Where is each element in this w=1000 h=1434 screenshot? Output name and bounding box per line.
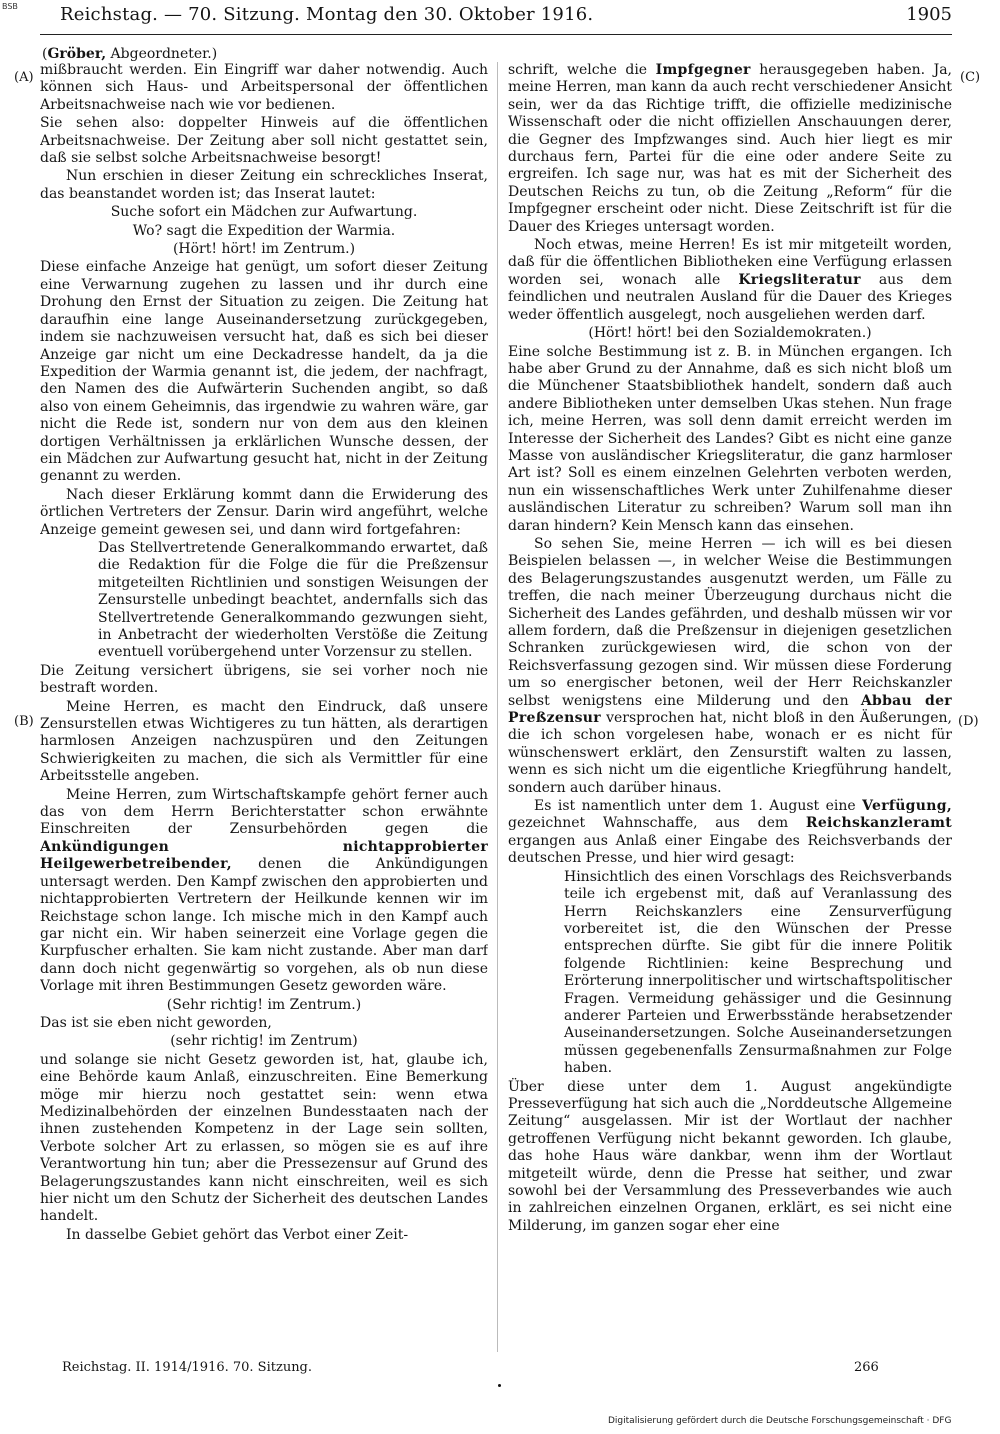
speaker-name: Gröber,: [47, 46, 107, 62]
left-column-paragraph: (Hört! hört! im Zentrum.): [172, 241, 356, 258]
left-column-paragraph: (Sehr richtig! im Zentrum.): [166, 996, 362, 1013]
left-column-paragraph: mißbraucht werden. Ein Eingriff war daher notwendig. Auch können sich Haus- und Arbeitspersonal der öffentlichen Arbeitsnachweise nach wie vor bedienen.: [40, 62, 488, 113]
left-column-paragraph: Die Zeitung versichert übrigens, sie sei vorher noch nie bestraft worden.: [40, 662, 488, 697]
emphasized-term: Verfügung,: [862, 798, 952, 815]
right-column-paragraph: Es ist namentlich unter dem 1. August eine Verfügung, gezeichnet Wahnschaffe, aus dem Reichskanzleramt ergangen aus Anlaß einer Eingabe des Reichsverbands der deutschen Presse, und hier wird gesagt:: [508, 798, 952, 867]
left-column-paragraph: Das ist sie eben nicht geworden,: [40, 1014, 272, 1031]
footer-source: Reichstag. II. 1914/1916. 70. Sitzung.: [62, 1360, 313, 1375]
footer-sheet-number: 266: [854, 1360, 879, 1375]
left-column-paragraph: In dasselbe Gebiet gehört das Verbot einer Zeit-: [66, 1226, 409, 1243]
page-header: [40, 4, 952, 36]
header-rule: [40, 34, 952, 35]
margin-marker-b: (B): [14, 714, 34, 729]
emphasized-term: Ankündigungen nichtapprobierter Heilgewerbetreibender,: [40, 838, 488, 873]
emphasized-term: Kriegsliteratur: [738, 271, 861, 288]
right-column-paragraph: So sehen Sie, meine Herren — ich will es bei diesen Beispielen belassen —, in welcher Weise die Bestimmungen des Belagerungszustandes ausgenutzt werden, um Fälle zu treffen, die nach meiner Überzeugung durchaus nicht die Sicherheit des Landes gefährden, und deshalb müssen wir vor allem fordern, daß die Preßzensur in diejenigen gesetzlichen Schranken zurückgewiesen wird, die schon von der Reichsverfassung gezogen sind. Wir müssen diese Forderung um so energischer betonen, weil der Herr Reichskanzler selbst wenigstens eine Milderung und den Abbau der Preßzensur versprochen hat, nicht bloß in den Äußerungen, die ich schon vorgelesen habe, wonach er es nicht für wünschenswert erklärt, den Zensurstift walten zu lassen, wenn es sich nicht um die eigentliche Kriegführung handelt, sondern auch darüber hinaus.: [508, 535, 952, 796]
right-column-paragraph: Noch etwas, meine Herren! Es ist mir mitgeteilt worden, daß für die öffentlichen Bibliotheken eine Verfügung erlassen worden sei, wonach alle Kriegsliteratur aus dem feindlichen und neutralen Ausland für die Dauer des Krieges weder öffentlich ausgelegt, noch ausgeliehen werden darf.: [508, 237, 952, 323]
right-column-paragraph: Eine solche Bestimmung ist z. B. in München ergangen. Ich habe aber Grund zu der Annahme, daß es sich nicht bloß um die Münchener Staatsbibliothek handelt, sondern daß auch andere Bibliotheken unter demselben Ukas stehen. Nun frage ich, meine Herren, was soll denn damit erreicht werden im Interesse der Sicherheit des Landes? Gibt es nicht eine ganze Masse von ausländischer Kriegsliteratur, die ganz harmloser Art ist? Soll es einem einzelnen Gelehrten verboten werden, nun ein wissenschaftliches Werk unter Zuhilfenahme dieser ausländischen Literatur zu schreiben? Warum soll man ihn daran hindern? Kein Mensch kann das einsehen.: [508, 343, 952, 534]
right-column-paragraph: Über diese unter dem 1. August angekündigte Presseverfügung hat sich auch die „Norddeutsche Allgemeine Zeitung“ ausgelassen. Mir ist der Wortlaut der nachher getroffenen Verfügung nicht bekannt geworden. Ich glaube, das hohe Haus wäre dankbar, wenn ihm der Wortlaut mitgeteilt würde, denn die Presse hat seither, und zwar sowohl bei der Versammlung des Presseverbandes wie auch in zahlreichen einzelnen Organen, erklärt, es sei nicht eine Milderung, im ganzen sogar eher eine: [508, 1078, 952, 1234]
left-column-paragraph: (sehr richtig! im Zentrum): [170, 1033, 358, 1050]
digitization-note: Digitalisierung gefördert durch die Deutsche Forschungsgemeinschaft · DFG: [608, 1416, 952, 1426]
right-column-paragraph: (Hört! hört! bei den Sozialdemokraten.): [588, 325, 872, 342]
margin-marker-a: (A): [14, 70, 34, 85]
left-column-paragraph: Meine Herren, zum Wirtschaftskampfe gehört ferner auch das von dem Herrn Berichterstatter schon erwähnte Einschreiten der Zensurbehörden gegen die Ankündigungen nichtapprobierter Heilgewerbetreibender, denen die Ankündigungen untersagt werden. Den Kampf zwischen den approbierten und nichtapprobierten Vertretern der Heilkunde kennen wir im Reichstage schon lange. Ich mische mich in den Kampf auch gar nicht ein. Wir haben seinerzeit eine Vorlage gegen die Kurpfuscher erhalten. Sie kam nicht zustande. Aber man darf dann doch nicht gegenwärtig so vorgehen, als ob nun diese Vorlage mit ihren Bestimmungen Gesetz geworden wäre.: [40, 786, 488, 995]
running-head: Reichstag. — 70. Sitzung. Montag den 30. Oktober 1916.: [60, 4, 594, 25]
speaker-role: Abgeordneter.): [110, 46, 218, 62]
right-column-paragraph: Hinsichtlich des einen Vorschlags des Reichsverbands teile ich ergebenst mit, daß auf Veranlassung des Herrn Reichskanzlers eine Zensurverfügung vorbereitet ist, die den Wünschen der Presse entsprechen dürfte. Sie gibt für die innere Politik folgende Richtlinien: keine Besprechung und Erörterung innerpolitischer und wirtschaftspolitischer Fragen. Vermeidung gehässiger und die Gesinnung anderer Parteien und Erwerbsstände herabsetzender Auseinandersetzungen. Solche Auseinandersetzungen müssen gegebenenfalls Zensurmaßnahmen zur Folge haben.: [564, 868, 952, 1077]
left-column-paragraph: Diese einfache Anzeige hat genügt, um sofort dieser Zeitung eine Verwarnung zugehen zu lassen und ihr durch eine Drohung den Ernst der Situation zu zeigen. Die Zeitung hat daraufhin eine lange Auseinandersetzung zurückgegeben, indem sie nachzuweisen versucht hat, daß es sich bei dieser Anzeige gar nicht um eine Deckadresse handelt, da ja die Expedition der Warmia genannt ist, die jedem, der nachfragt, den Namen des die Aufwärterin Suchenden angibt, so daß also von einem Geheimnis, das irgendwie zu wahren wäre, gar nicht die Rede ist, sondern nur von dem aus den kleinen dortigen Verhältnissen ja erklärlichen Wunsche dessen, der ein Mädchen zur Aufwartung gesucht hat, nicht in der Zeitung genannt zu werden.: [40, 259, 488, 485]
column-divider: [497, 62, 498, 1352]
left-column-paragraph: Wo? sagt die Expedition der Warmia.: [132, 222, 396, 239]
left-column-paragraph: Nach dieser Erklärung kommt dann die Erwiderung des örtlichen Vertreters der Zensur. Darin wird angeführt, welche Anzeige gemeint gewesen sei, und dann wird fortgefahren:: [40, 486, 488, 538]
right-text-column: [508, 62, 952, 1354]
left-column-paragraph: und solange sie nicht Gesetz geworden ist, hat, glaube ich, eine Behörde kaum Anlaß, einzuschreiten. Eine Bemerkung möge mir hierzu noch gestattet sein: wenn etwa Medizinalbehörden der einzelnen Bundesstaaten nach der ihnen zustehenden Kompetenz in der Lage sein sollten, Verbote solcher Art zu erlassen, so mögen sie es auf ihre Verantwortung hin tun; aber die Pressezensur auf Grund des Belagerungszustandes kann nicht einschreiten, weil es sich hier nicht um den Schutz der Sicherheit des deutschen Landes handelt.: [40, 1051, 488, 1225]
left-column-paragraph: Nun erschien in dieser Zeitung ein schreckliches Inserat, das beanstandet worden ist; das Inserat lautet:: [40, 168, 488, 202]
library-corner-label: BSB: [2, 2, 18, 11]
left-column-paragraph: Sie sehen also: doppelter Hinweis auf die öffentlichen Arbeitsnachweise. Der Zeitung aber soll nicht gestattet sein, daß sie selbst solche Arbeitsnachweise besorgt!: [40, 115, 488, 167]
right-column-paragraph: schrift, welche die Impfgegner herausgegeben haben. Ja, meine Herren, man kann da auch recht verschiedener Ansicht sein, wer da das Richtige trifft, die offizielle medizinische Wissenschaft oder die nicht offiziellen Anschauungen derer, die Gegner des Impfzwanges sind. Auch hier liegt es mir durchaus fern, Partei für die eine oder andere Seite zu ergreifen. Ich sage nur, was hat es mit der Sicherheit des Deutschen Reichs zu tun, ob die Zeitung „Reform“ für die Impfgegner erscheint oder nicht. Diese Zeitschrift ist für die Dauer des Krieges untersagt worden.: [508, 62, 952, 235]
emphasized-term: Reichskanzleramt: [805, 815, 952, 832]
footer-dot: [498, 1384, 501, 1387]
emphasized-term: Impfgegner: [655, 62, 751, 78]
margin-marker-d: (D): [958, 714, 979, 729]
emphasized-term: Abbau der Preßzensur: [508, 692, 952, 727]
speaker-line: [42, 46, 217, 62]
page-number: 1905: [906, 4, 952, 25]
left-text-column: [40, 62, 488, 1354]
speaker-open-paren: (: [42, 46, 48, 62]
left-column-paragraph: Suche sofort ein Mädchen zur Aufwartung.: [110, 204, 418, 221]
margin-marker-c: (C): [960, 70, 981, 85]
left-column-paragraph: Meine Herren, es macht den Eindruck, daß unsere Zensurstellen etwas Wichtigeres zu tun hätten, als derartigen harmlosen Anzeigen nachzuspüren und den Zeitungen Schwierigkeiten zu machen, die sich als Vermittler für eine Arbeitsstelle angeben.: [40, 698, 488, 785]
left-column-paragraph: Das Stellvertretende Generalkommando erwartet, daß die Redaktion für die Folge die für die Preßzensur mitgeteilten Richtlinien und sonstigen Weisungen der Zensurstelle unbedingt beachtet, andernfalls sich das Stellvertretende Generalkommando gezwungen sieht, in Anbetracht der wiederholten Verstöße die Zeitung eventuell vorübergehend unter Vorzensur zu stellen.: [98, 539, 488, 661]
